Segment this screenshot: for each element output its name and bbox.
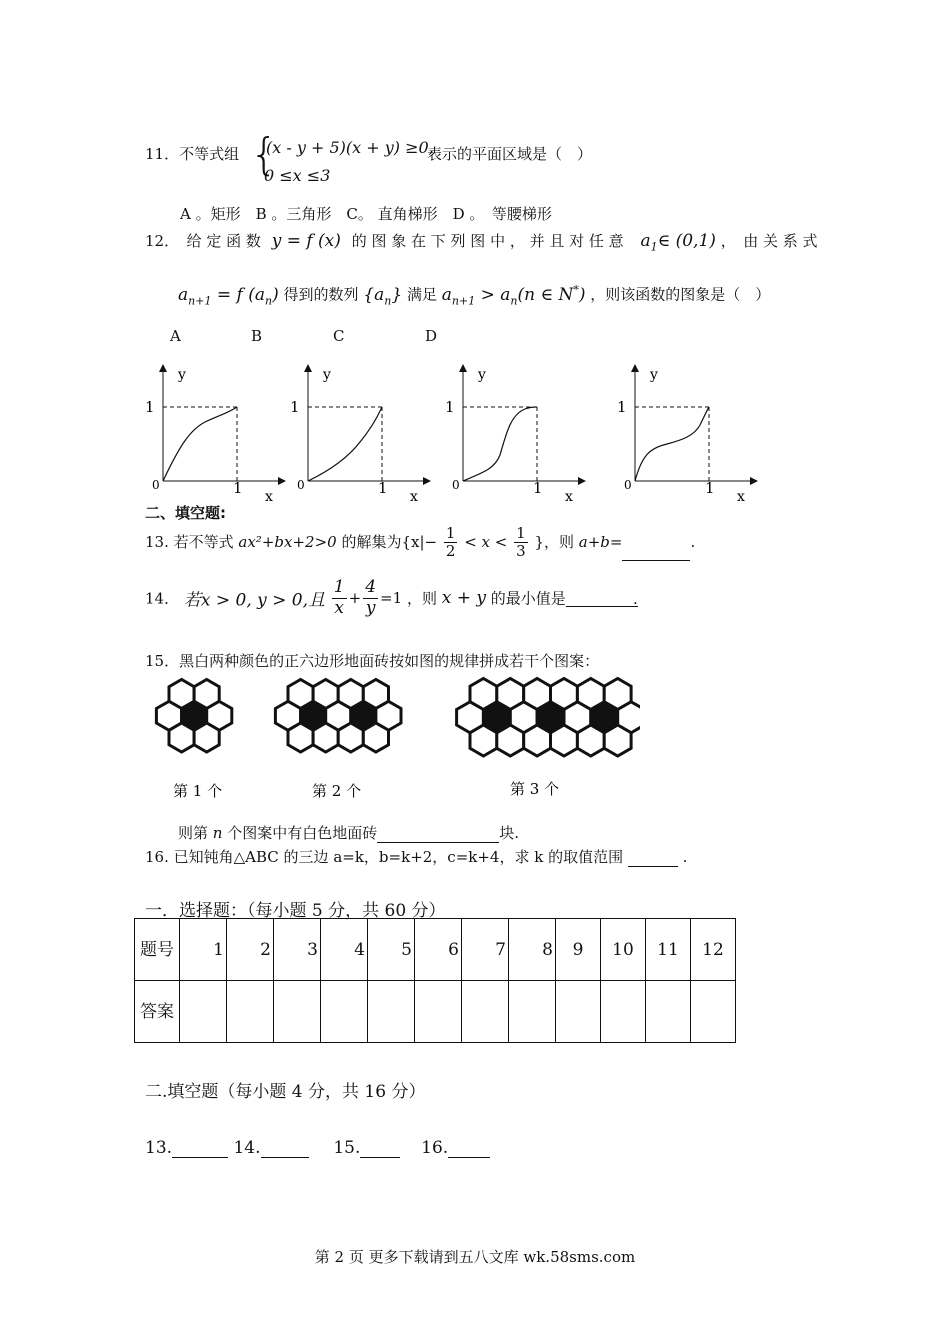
graph-d-x-label: x <box>737 489 745 505</box>
graph-a-y-label: y <box>178 367 186 383</box>
q14-f2-den: y <box>365 597 376 618</box>
q14-number: 14． <box>145 589 180 608</box>
pattern-1-caption: 第 1 个 <box>173 782 223 800</box>
q15-ask <box>178 822 519 843</box>
q14-ask: 的最小值是 <box>490 589 566 608</box>
q11-inequality-1: (x - y + 5)(x + y) ≥0, <box>266 138 434 157</box>
graph-a-x-one: 1 <box>233 479 243 497</box>
answer-table-cell: 12 <box>691 919 736 981</box>
q12-choice-d: D <box>425 327 438 345</box>
white-hexagon-tile <box>313 723 338 752</box>
fill-blank-16[interactable] <box>448 1141 490 1158</box>
q11-inequality-2: 0 ≤x ≤3 <box>264 166 331 185</box>
q12-rec-a-sub: n+1 <box>188 294 212 308</box>
answer-table-cell: 1 <box>180 919 227 981</box>
answer-table <box>134 918 736 1043</box>
q12-line1 <box>145 230 818 253</box>
graph-b-y-label: y <box>323 367 331 383</box>
answer-table-cell: 11 <box>646 919 691 981</box>
q12-choice-a: A <box>170 327 181 345</box>
q13-end: . <box>690 532 696 551</box>
q11-options: A 。矩形 B 。三角形 C。 直角梯形 D 。 等腰梯形 <box>180 205 552 223</box>
answer-cell[interactable] <box>646 981 691 1043</box>
q12-mid2: 满足 <box>406 285 437 304</box>
graph-c-x-label: x <box>565 489 573 505</box>
graph-a-y-one: 1 <box>145 398 155 416</box>
answer-table-cell: 10 <box>601 919 646 981</box>
answer-table-number-row <box>135 919 736 981</box>
q14-fraction-1 <box>332 578 347 618</box>
q12-seq-a: {a <box>363 284 385 305</box>
q14-f1-den: x <box>334 597 344 618</box>
fill-item-16: 16. <box>421 1138 449 1158</box>
q12-function: y = f (x) <box>271 231 341 251</box>
graph-b-x-one: 1 <box>378 479 388 497</box>
q13-then: }，则 <box>534 532 575 551</box>
q12-rec-c: ) <box>272 284 279 305</box>
q15-ask-b: 个图案中有白色地面砖 <box>227 824 378 842</box>
q12-choice-c: C <box>333 327 345 345</box>
answer-table-head-answer: 答案 <box>135 981 180 1043</box>
q14-blank-dot: . <box>633 589 638 608</box>
q12-a1 <box>640 231 716 254</box>
answer-cell[interactable] <box>462 981 509 1043</box>
fill-answers <box>145 1138 490 1158</box>
q14-xy: x + y <box>441 588 486 609</box>
q13-expression: ax²+bx+2>0 <box>238 532 337 551</box>
q12-intro: 12． 给 定 函 数 <box>145 232 261 250</box>
q11-number: 11．不等式组 <box>145 145 240 163</box>
q14 <box>145 578 638 618</box>
q12-cond-b-sub: n <box>510 294 518 308</box>
white-hexagon-tile <box>497 725 524 756</box>
graph-c-origin: 0 <box>452 478 460 492</box>
graph-d-y-label: y <box>650 367 658 383</box>
q12-cond-a-sub: n+1 <box>451 294 476 308</box>
q16-sides: a=k，b=k+2，c=k+4，求 k 的取值范围 <box>333 848 624 866</box>
q13-f1-num: 1 <box>445 524 456 542</box>
q13-intro: 13. 若不等式 <box>145 532 234 551</box>
q14-plus: + <box>348 589 362 608</box>
white-hexagon-tile <box>470 725 497 756</box>
q12-cond-c: (n ∈ N <box>517 284 574 305</box>
q16-answer-blank[interactable] <box>628 850 678 867</box>
white-hexagon-tile <box>551 725 578 756</box>
answer-cell[interactable] <box>691 981 736 1043</box>
q12-relation: ， 由 关 系 式 <box>720 232 818 250</box>
graph-d-y-one: 1 <box>617 398 627 416</box>
graph-a-x-label: x <box>265 489 273 505</box>
q12-tail: ，则该函数的图象是（ ） <box>590 285 771 304</box>
answer-table-cell: 8 <box>509 919 556 981</box>
answer-table-head-number: 题号 <box>135 919 180 981</box>
q13-fraction-1 <box>444 525 458 561</box>
answer-table-cell: 5 <box>368 919 415 981</box>
graph-a-origin: 0 <box>152 478 160 492</box>
q12-sequence <box>363 284 403 308</box>
q13-f1-den: 2 <box>445 542 456 561</box>
q11-brace: { <box>250 129 278 180</box>
q12-condition <box>441 283 586 308</box>
q12-seq-b: } <box>391 284 403 305</box>
answer-table-cell: 9 <box>556 919 601 981</box>
section-2-title: 二、填空题: <box>145 504 226 522</box>
q13 <box>145 525 695 561</box>
graph-b-origin: 0 <box>297 478 305 492</box>
answer-table-cell: 4 <box>321 919 368 981</box>
answer-cell[interactable] <box>509 981 556 1043</box>
q13-f2-num: 1 <box>516 524 526 542</box>
q14-then: ，则 <box>406 589 437 608</box>
graph-c-y-label: y <box>478 367 486 383</box>
fill-blank-13[interactable] <box>172 1141 228 1158</box>
q13-f2-den: 3 <box>516 542 526 561</box>
answer-table-cell: 2 <box>227 919 274 981</box>
white-hexagon-tile <box>169 723 194 752</box>
q15-text: 15．黑白两种颜色的正六边形地面砖按如图的规律拼成若干个图案： <box>145 652 600 670</box>
answer-table-cell: 6 <box>415 919 462 981</box>
q12-line2 <box>178 283 770 307</box>
answer-cell[interactable] <box>601 981 646 1043</box>
graph-c-y-one: 1 <box>445 398 455 416</box>
graph-c-x-one: 1 <box>533 479 543 497</box>
q14-eq: =1 <box>380 589 403 608</box>
answer-cell[interactable] <box>180 981 227 1043</box>
q13-ab: a+b= <box>578 532 623 551</box>
q12-a1-sub: 1 <box>650 240 658 254</box>
pattern-3-caption: 第 3 个 <box>510 780 560 798</box>
hexagon-patterns <box>140 672 640 807</box>
white-hexagon-tile <box>577 725 604 756</box>
white-hexagon-tile <box>524 725 551 756</box>
graph-d <box>612 360 762 505</box>
q15-n: n <box>212 824 223 842</box>
fill-section-caption: 二.填空题（每小题 4 分，共 16 分） <box>145 1082 426 1102</box>
graph-b-y-one: 1 <box>290 398 300 416</box>
q12-cond-sup: * <box>573 283 579 296</box>
answer-cell[interactable] <box>556 981 601 1043</box>
answer-table-cell: 7 <box>462 919 509 981</box>
q13-answer-blank[interactable] <box>622 544 690 561</box>
answer-cell[interactable] <box>321 981 368 1043</box>
q14-answer-blank[interactable] <box>566 590 638 607</box>
fill-item-14: 14. <box>233 1138 261 1158</box>
white-hexagon-tile <box>363 723 388 752</box>
graph-d-x-one: 1 <box>705 479 715 497</box>
answer-table-cell: 3 <box>274 919 321 981</box>
q12-rec-b: = f (a <box>216 284 265 305</box>
answer-cell[interactable] <box>415 981 462 1043</box>
q15-answer-blank[interactable] <box>377 826 499 843</box>
q12-cond-d: ) <box>578 284 586 305</box>
answer-table-caption: 一．选择题：（每小题 5 分，共 60 分） <box>145 901 446 921</box>
q11-tail: 表示的平面区域是（ ） <box>427 145 593 163</box>
answer-cell[interactable] <box>274 981 321 1043</box>
white-hexagon-tile <box>288 723 313 752</box>
q14-f2-num: 4 <box>365 577 377 597</box>
answer-table-answer-row <box>135 981 736 1043</box>
white-hexagon-tile <box>194 723 219 752</box>
q14-condition: 若x > 0, y > 0,且 <box>183 590 326 611</box>
q16-text: 16. 已知钝角△ABC 的三边 <box>145 848 329 866</box>
answer-cell[interactable] <box>227 981 274 1043</box>
q16-end: . <box>682 848 688 866</box>
graph-b-x-label: x <box>410 489 418 505</box>
white-hexagon-tile <box>604 725 631 756</box>
q12-rec-b-sub: n <box>264 294 273 308</box>
graph-c <box>440 360 590 505</box>
graph-d-origin: 0 <box>624 478 632 492</box>
q13-lt: < x < <box>464 532 508 551</box>
q14-fraction-2 <box>363 578 378 618</box>
q15-ask-a: 则第 <box>178 824 209 842</box>
q12-seq-sub: n <box>384 294 392 308</box>
q12-middle: 的 图 象 在 下 列 图 中 ， 并 且 对 任 意 <box>351 232 624 250</box>
q12-choice-b: B <box>251 327 263 345</box>
page-footer: 第 2 页 更多下载请到五八文库 wk.58sms.com <box>314 1248 636 1266</box>
q14-f1-num: 1 <box>333 577 345 597</box>
graph-b <box>285 360 435 505</box>
q12-rec-a: a <box>178 284 189 305</box>
pattern-2-caption: 第 2 个 <box>312 782 362 800</box>
white-hexagon-tile <box>338 723 363 752</box>
q12-a1-rest: ∈ (0,1) <box>657 231 716 251</box>
q12-mid: 得到的数列 <box>283 285 359 304</box>
graph-a <box>140 360 290 505</box>
q12-cond-b: > a <box>480 284 511 305</box>
q16 <box>145 846 687 867</box>
q13-fraction-2 <box>514 525 528 561</box>
answer-cell[interactable] <box>368 981 415 1043</box>
q13-set: 的解集为{x|− <box>341 532 438 551</box>
q12-cond-a: a <box>441 284 452 305</box>
fill-item-15: 15. <box>333 1138 361 1158</box>
fill-item-13: 13. <box>145 1138 173 1158</box>
q12-recurrence <box>178 284 279 308</box>
fill-blank-14[interactable] <box>261 1141 309 1158</box>
fill-blank-15[interactable] <box>360 1141 400 1158</box>
q12-a1-var: a <box>640 231 651 251</box>
q15-ask-c: 块. <box>499 824 520 842</box>
